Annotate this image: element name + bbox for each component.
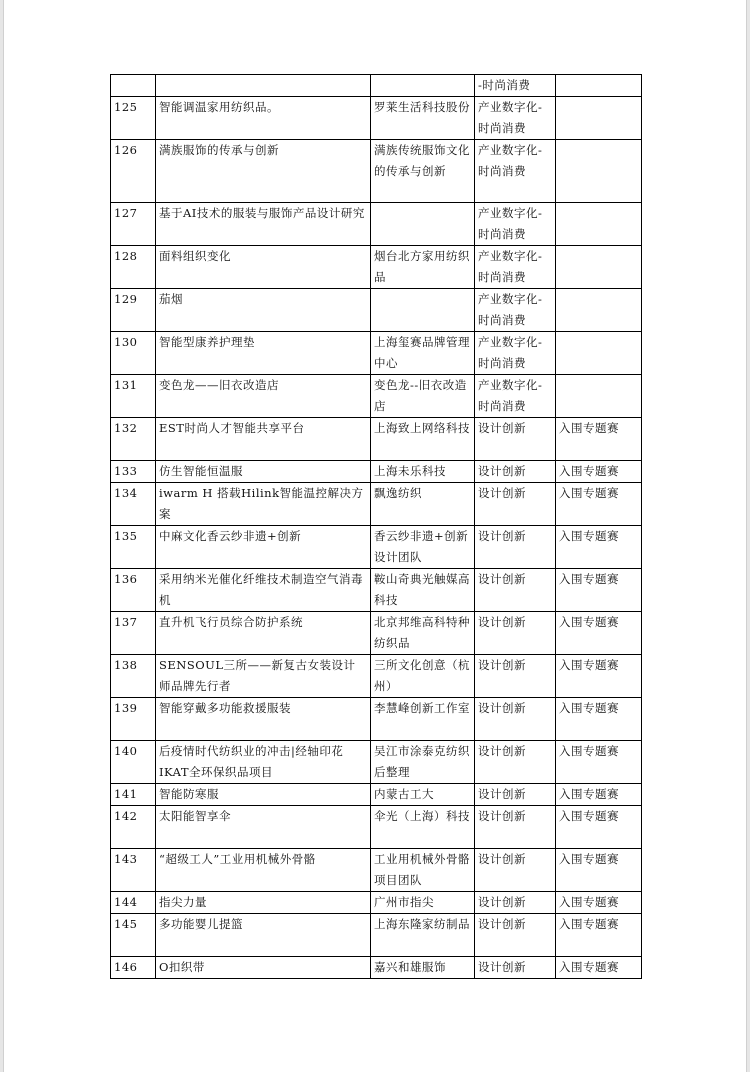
award-status-cell: 入围专题赛 (556, 741, 642, 784)
organization-cell: 飘逸纺织 (371, 483, 475, 526)
category-cell: 设计创新 (475, 806, 556, 849)
table-row (111, 612, 642, 655)
row-number-cell (111, 75, 156, 97)
row-number-cell: 131 (111, 375, 156, 418)
table-row (111, 741, 642, 784)
organization-cell (371, 203, 475, 246)
table-row (111, 203, 642, 246)
project-name-cell: 采用纳米光催化纤维技术制造空气消毒机 (156, 569, 371, 612)
category-cell: 设计创新 (475, 526, 556, 569)
organization-cell (371, 289, 475, 332)
category-cell: 设计创新 (475, 483, 556, 526)
project-name-cell: 太阳能智享伞 (156, 806, 371, 849)
table-row (111, 140, 642, 203)
row-number-cell: 141 (111, 784, 156, 806)
table-row (111, 461, 642, 483)
category-cell: 产业数字化-时尚消费 (475, 375, 556, 418)
award-status-cell: 入围专题赛 (556, 698, 642, 741)
document-page (3, 0, 747, 1072)
project-name-cell: 面料组织变化 (156, 246, 371, 289)
project-table (110, 74, 642, 979)
category-cell: 设计创新 (475, 784, 556, 806)
project-name-cell: 满族服饰的传承与创新 (156, 140, 371, 203)
table-row (111, 849, 642, 892)
project-name-cell: 变色龙——旧衣改造店 (156, 375, 371, 418)
category-cell: 产业数字化-时尚消费 (475, 332, 556, 375)
row-number-cell: 129 (111, 289, 156, 332)
category-cell: 设计创新 (475, 849, 556, 892)
project-name-cell: 多功能婴儿提篮 (156, 914, 371, 957)
row-number-cell: 144 (111, 892, 156, 914)
row-number-cell: 146 (111, 957, 156, 979)
project-name-cell (156, 75, 371, 97)
project-name-cell: 基于AI技术的服装与服饰产品设计研究 (156, 203, 371, 246)
award-status-cell: 入围专题赛 (556, 461, 642, 483)
row-number-cell: 130 (111, 332, 156, 375)
row-number-cell: 132 (111, 418, 156, 461)
project-name-cell: 智能防寒服 (156, 784, 371, 806)
row-number-cell: 137 (111, 612, 156, 655)
category-cell: 设计创新 (475, 698, 556, 741)
award-status-cell: 入围专题赛 (556, 892, 642, 914)
organization-cell: 内蒙古工大 (371, 784, 475, 806)
category-cell: 产业数字化-时尚消费 (475, 203, 556, 246)
table-row (111, 655, 642, 698)
table-row (111, 289, 642, 332)
category-cell: 设计创新 (475, 418, 556, 461)
organization-cell: 伞光（上海）科技 (371, 806, 475, 849)
award-status-cell: 入围专题赛 (556, 612, 642, 655)
row-number-cell: 126 (111, 140, 156, 203)
award-status-cell (556, 140, 642, 203)
project-name-cell: 智能穿戴多功能救援服装 (156, 698, 371, 741)
project-name-cell: EST时尚人才智能共享平台 (156, 418, 371, 461)
award-status-cell: 入围专题赛 (556, 655, 642, 698)
row-number-cell: 128 (111, 246, 156, 289)
award-status-cell: 入围专题赛 (556, 849, 642, 892)
organization-cell: 罗莱生活科技股份 (371, 97, 475, 140)
organization-cell: 广州市指尖 (371, 892, 475, 914)
organization-cell: 上海致上网络科技 (371, 418, 475, 461)
table-row (111, 75, 642, 97)
table-row (111, 375, 642, 418)
project-name-cell: SENSOUL三所——新复古女装设计师品牌先行者 (156, 655, 371, 698)
category-cell: 产业数字化-时尚消费 (475, 97, 556, 140)
project-name-cell: 直升机飞行员综合防护系统 (156, 612, 371, 655)
organization-cell: 变色龙--旧衣改造店 (371, 375, 475, 418)
category-cell: 设计创新 (475, 461, 556, 483)
row-number-cell: 138 (111, 655, 156, 698)
project-name-cell: 智能调温家用纺织品。 (156, 97, 371, 140)
row-number-cell: 134 (111, 483, 156, 526)
project-name-cell: 智能型康养护理垫 (156, 332, 371, 375)
project-table-body (111, 75, 642, 979)
award-status-cell: 入围专题赛 (556, 569, 642, 612)
table-row (111, 418, 642, 461)
category-cell: 设计创新 (475, 957, 556, 979)
category-cell: 产业数字化-时尚消费 (475, 289, 556, 332)
project-name-cell: 中麻文化香云纱非遗+创新 (156, 526, 371, 569)
category-cell: 产业数字化-时尚消费 (475, 140, 556, 203)
row-number-cell: 143 (111, 849, 156, 892)
table-row (111, 332, 642, 375)
project-name-cell: 茄烟 (156, 289, 371, 332)
row-number-cell: 125 (111, 97, 156, 140)
table-row (111, 97, 642, 140)
table-row (111, 806, 642, 849)
award-status-cell (556, 75, 642, 97)
organization-cell: 香云纱非遗+创新设计团队 (371, 526, 475, 569)
row-number-cell: 140 (111, 741, 156, 784)
category-cell: 产业数字化-时尚消费 (475, 246, 556, 289)
row-number-cell: 145 (111, 914, 156, 957)
project-name-cell: 仿生智能恒温服 (156, 461, 371, 483)
organization-cell: 李慧峰创新工作室 (371, 698, 475, 741)
project-name-cell: 指尖力量 (156, 892, 371, 914)
award-status-cell: 入围专题赛 (556, 418, 642, 461)
project-name-cell: “超级工人”工业用机械外骨骼 (156, 849, 371, 892)
table-row (111, 957, 642, 979)
table-row (111, 483, 642, 526)
category-cell: 设计创新 (475, 612, 556, 655)
row-number-cell: 135 (111, 526, 156, 569)
table-row (111, 892, 642, 914)
award-status-cell: 入围专题赛 (556, 784, 642, 806)
category-cell: 设计创新 (475, 914, 556, 957)
category-cell: 设计创新 (475, 741, 556, 784)
category-cell: 设计创新 (475, 892, 556, 914)
award-status-cell: 入围专题赛 (556, 914, 642, 957)
row-number-cell: 136 (111, 569, 156, 612)
project-name-cell: O扣织带 (156, 957, 371, 979)
project-name-cell: 后疫情时代纺织业的冲击|经轴印花IKAT全环保织品项目 (156, 741, 371, 784)
organization-cell: 上海玺赛品牌管理中心 (371, 332, 475, 375)
organization-cell: 上海东隆家纺制品 (371, 914, 475, 957)
category-cell: 设计创新 (475, 569, 556, 612)
award-status-cell: 入围专题赛 (556, 957, 642, 979)
organization-cell: 嘉兴和雄服饰 (371, 957, 475, 979)
award-status-cell: 入围专题赛 (556, 483, 642, 526)
organization-cell: 鞍山奇典光触媒高科技 (371, 569, 475, 612)
table-row (111, 914, 642, 957)
row-number-cell: 142 (111, 806, 156, 849)
project-name-cell: iwarm H 搭载Hilink智能温控解决方案 (156, 483, 371, 526)
organization-cell: 吴江市涂泰克纺织后整理 (371, 741, 475, 784)
table-row (111, 569, 642, 612)
organization-cell: 工业用机械外骨骼项目团队 (371, 849, 475, 892)
organization-cell: 北京邦维高科特种纺织品 (371, 612, 475, 655)
award-status-cell: 入围专题赛 (556, 526, 642, 569)
award-status-cell (556, 289, 642, 332)
table-row (111, 784, 642, 806)
category-cell: -时尚消费 (475, 75, 556, 97)
award-status-cell (556, 332, 642, 375)
award-status-cell (556, 246, 642, 289)
row-number-cell: 133 (111, 461, 156, 483)
row-number-cell: 139 (111, 698, 156, 741)
row-number-cell: 127 (111, 203, 156, 246)
award-status-cell (556, 375, 642, 418)
award-status-cell: 入围专题赛 (556, 806, 642, 849)
table-row (111, 526, 642, 569)
award-status-cell (556, 203, 642, 246)
table-row (111, 698, 642, 741)
award-status-cell (556, 97, 642, 140)
table-row (111, 246, 642, 289)
organization-cell: 上海未乐科技 (371, 461, 475, 483)
organization-cell (371, 75, 475, 97)
organization-cell: 满族传统服饰文化的传承与创新 (371, 140, 475, 203)
organization-cell: 三所文化创意（杭州） (371, 655, 475, 698)
organization-cell: 烟台北方家用纺织品 (371, 246, 475, 289)
category-cell: 设计创新 (475, 655, 556, 698)
